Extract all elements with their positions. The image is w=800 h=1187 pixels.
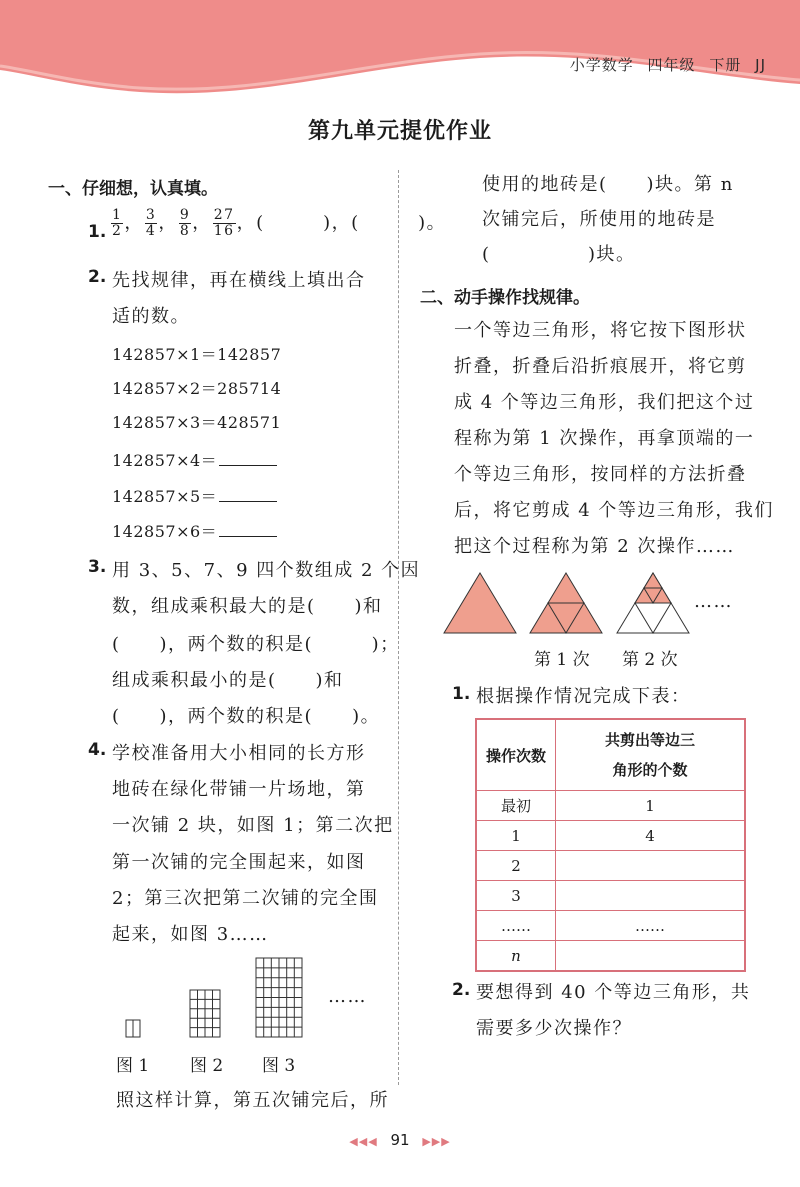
header-book-info <box>562 54 766 75</box>
table-row: 3 <box>476 881 745 911</box>
q2-eq-3: 142857×3＝428571 <box>112 413 282 432</box>
table-answer-cell[interactable] <box>556 881 746 911</box>
section2-para-4: 程称为第 1 次操作，再拿顶端的一 <box>454 428 755 449</box>
q4-line-3: 一次铺 2 块，如图 1；第二次把 <box>112 815 394 836</box>
q1-blanks: ，( )，( )。 <box>236 212 447 234</box>
section2-para-5: 个等边三角形，按同样的方法折叠 <box>454 464 747 485</box>
table-answer-cell[interactable] <box>556 941 746 972</box>
s2-q2-line-2: 需要多少次操作？ <box>476 1018 632 1039</box>
q2-eq-5: 142857×5＝ <box>112 484 277 507</box>
q4-continue-right-3: ( )块。 <box>482 244 636 265</box>
q3-line-2: 数，组成乘积最大的是( )和 <box>112 596 383 617</box>
q2-text-line-2: 适的数。 <box>112 306 190 327</box>
section2-para-6: 后，将它剪成 4 个等边三角形，我们 <box>454 500 774 521</box>
tile-figure-2 <box>190 990 220 1037</box>
page-footer <box>0 1131 800 1149</box>
section2-para-1: 一个等边三角形，将它按下图形状 <box>454 320 747 341</box>
header-banner <box>0 0 800 100</box>
q2-eq-4: 142857×4＝ <box>112 448 277 471</box>
section2-para-7: 把这个过程称为第 2 次操作…… <box>454 536 735 557</box>
tile-figure-1 <box>126 1020 140 1037</box>
s2-q2-line-1: 要想得到 40 个等边三角形，共 <box>476 982 751 1003</box>
answer-blank[interactable] <box>219 485 277 502</box>
table-row: 2 <box>476 851 745 881</box>
triangle-step-2 <box>617 573 689 633</box>
table-header-ops: 操作次数 <box>476 719 556 791</box>
q3-line-3: ( )，两个数的积是( )； <box>112 634 400 655</box>
table-row: 1 4 <box>476 821 745 851</box>
q2-eq-6: 142857×6＝ <box>112 519 277 542</box>
tile-figure-3-label: 图 3 <box>262 1056 296 1076</box>
q3-line-4: 组成乘积最小的是( )和 <box>112 670 344 691</box>
column-divider <box>398 170 399 1085</box>
s2-q2-number: 2. <box>452 980 471 1000</box>
q3-number: 3. <box>88 557 107 577</box>
q4-continue-left: 照这样计算，第五次铺完后，所 <box>116 1090 389 1111</box>
fraction-1: $\frac{1}{2}$ <box>112 207 123 239</box>
q4-continue-right-1: 使用的地砖是( )块。第 n <box>482 174 734 195</box>
table-header-row <box>476 719 745 791</box>
s2-q1-text: 根据操作情况完成下表： <box>476 686 691 707</box>
tile-figure-3 <box>256 958 302 1037</box>
q4-number: 4. <box>88 740 107 760</box>
table-row: …… …… <box>476 911 745 941</box>
section2-heading: 二、动手操作找规律。 <box>420 288 590 308</box>
page-number: 91 <box>390 1131 410 1149</box>
q2-eq-1: 142857×1＝142857 <box>112 345 282 364</box>
tile-figure-1-label: 图 1 <box>116 1056 150 1076</box>
table-answer-cell[interactable] <box>556 851 746 881</box>
triangle-step-2-label: 第 2 次 <box>622 650 678 670</box>
section2-para-2: 折叠，折叠后沿折痕展开，将它剪 <box>454 356 747 377</box>
tile-figures-ellipsis: …… <box>328 986 367 1007</box>
triangle-figures <box>440 570 700 636</box>
q2-text-line-1: 先找规律，再在横线上填出合 <box>112 270 366 291</box>
answer-blank[interactable] <box>219 449 277 466</box>
triangle-step-1-label: 第 1 次 <box>534 650 590 670</box>
q4-line-6: 起来，如图 3…… <box>112 924 269 945</box>
q2-eq-2: 142857×2＝285714 <box>112 379 282 398</box>
q4-line-2: 地砖在绿化带铺一片场地，第 <box>112 779 366 800</box>
table-header-count: 共剪出等边三 角形的个数 <box>556 719 746 791</box>
q3-line-5: ( )，两个数的积是( )。 <box>112 706 381 727</box>
operations-table <box>475 718 746 972</box>
triangle-step-1 <box>530 573 602 633</box>
fraction-4: $\frac{27}{16}$ <box>213 207 235 239</box>
s2-q1-number: 1. <box>452 684 471 704</box>
triangle-initial <box>444 573 516 633</box>
table-row: 最初 1 <box>476 791 745 821</box>
q3-line-1: 用 3、5、7、9 四个数组成 2 个因 <box>112 560 421 581</box>
tile-figure-2-label: 图 2 <box>190 1056 224 1076</box>
section1-heading: 一、仔细想，认真填。 <box>48 179 218 199</box>
q4-line-5: 2；第三次把第二次铺的完全围 <box>112 888 379 909</box>
fraction-2: $\frac{3}{4}$ <box>145 207 157 239</box>
section2-para-3: 成 4 个等边三角形，我们把这个过 <box>454 392 755 413</box>
header-grade: 四年级 <box>647 56 696 74</box>
answer-blank[interactable] <box>219 520 277 537</box>
header-book: 小学数学 <box>569 56 634 74</box>
q1-sequence: $\frac{1}{2}$ ， $\frac{3}{4}$ ， $\frac{9}{8}$ ， $\frac{27}{16}$ ，( )，( )。 <box>112 207 447 239</box>
right-arrows-icon: ▶▶▶ <box>422 1135 451 1148</box>
left-arrows-icon: ◀◀◀ <box>349 1135 378 1148</box>
page-title: 第九单元提优作业 <box>307 119 492 144</box>
header-volume: 下册 <box>709 56 742 74</box>
q4-line-4: 第一次铺的完全围起来，如图 <box>112 852 366 873</box>
q2-number: 2. <box>88 267 107 287</box>
triangle-ellipsis: …… <box>694 591 733 612</box>
fraction-3: $\frac{9}{8}$ <box>179 207 191 239</box>
q4-line-1: 学校准备用大小相同的长方形 <box>112 743 366 764</box>
table-row: n <box>476 941 745 972</box>
header-edition: JJ <box>755 56 766 74</box>
q1-number: 1. <box>88 222 107 242</box>
q4-continue-right-2: 次铺完后，所使用的地砖是 <box>482 209 716 230</box>
